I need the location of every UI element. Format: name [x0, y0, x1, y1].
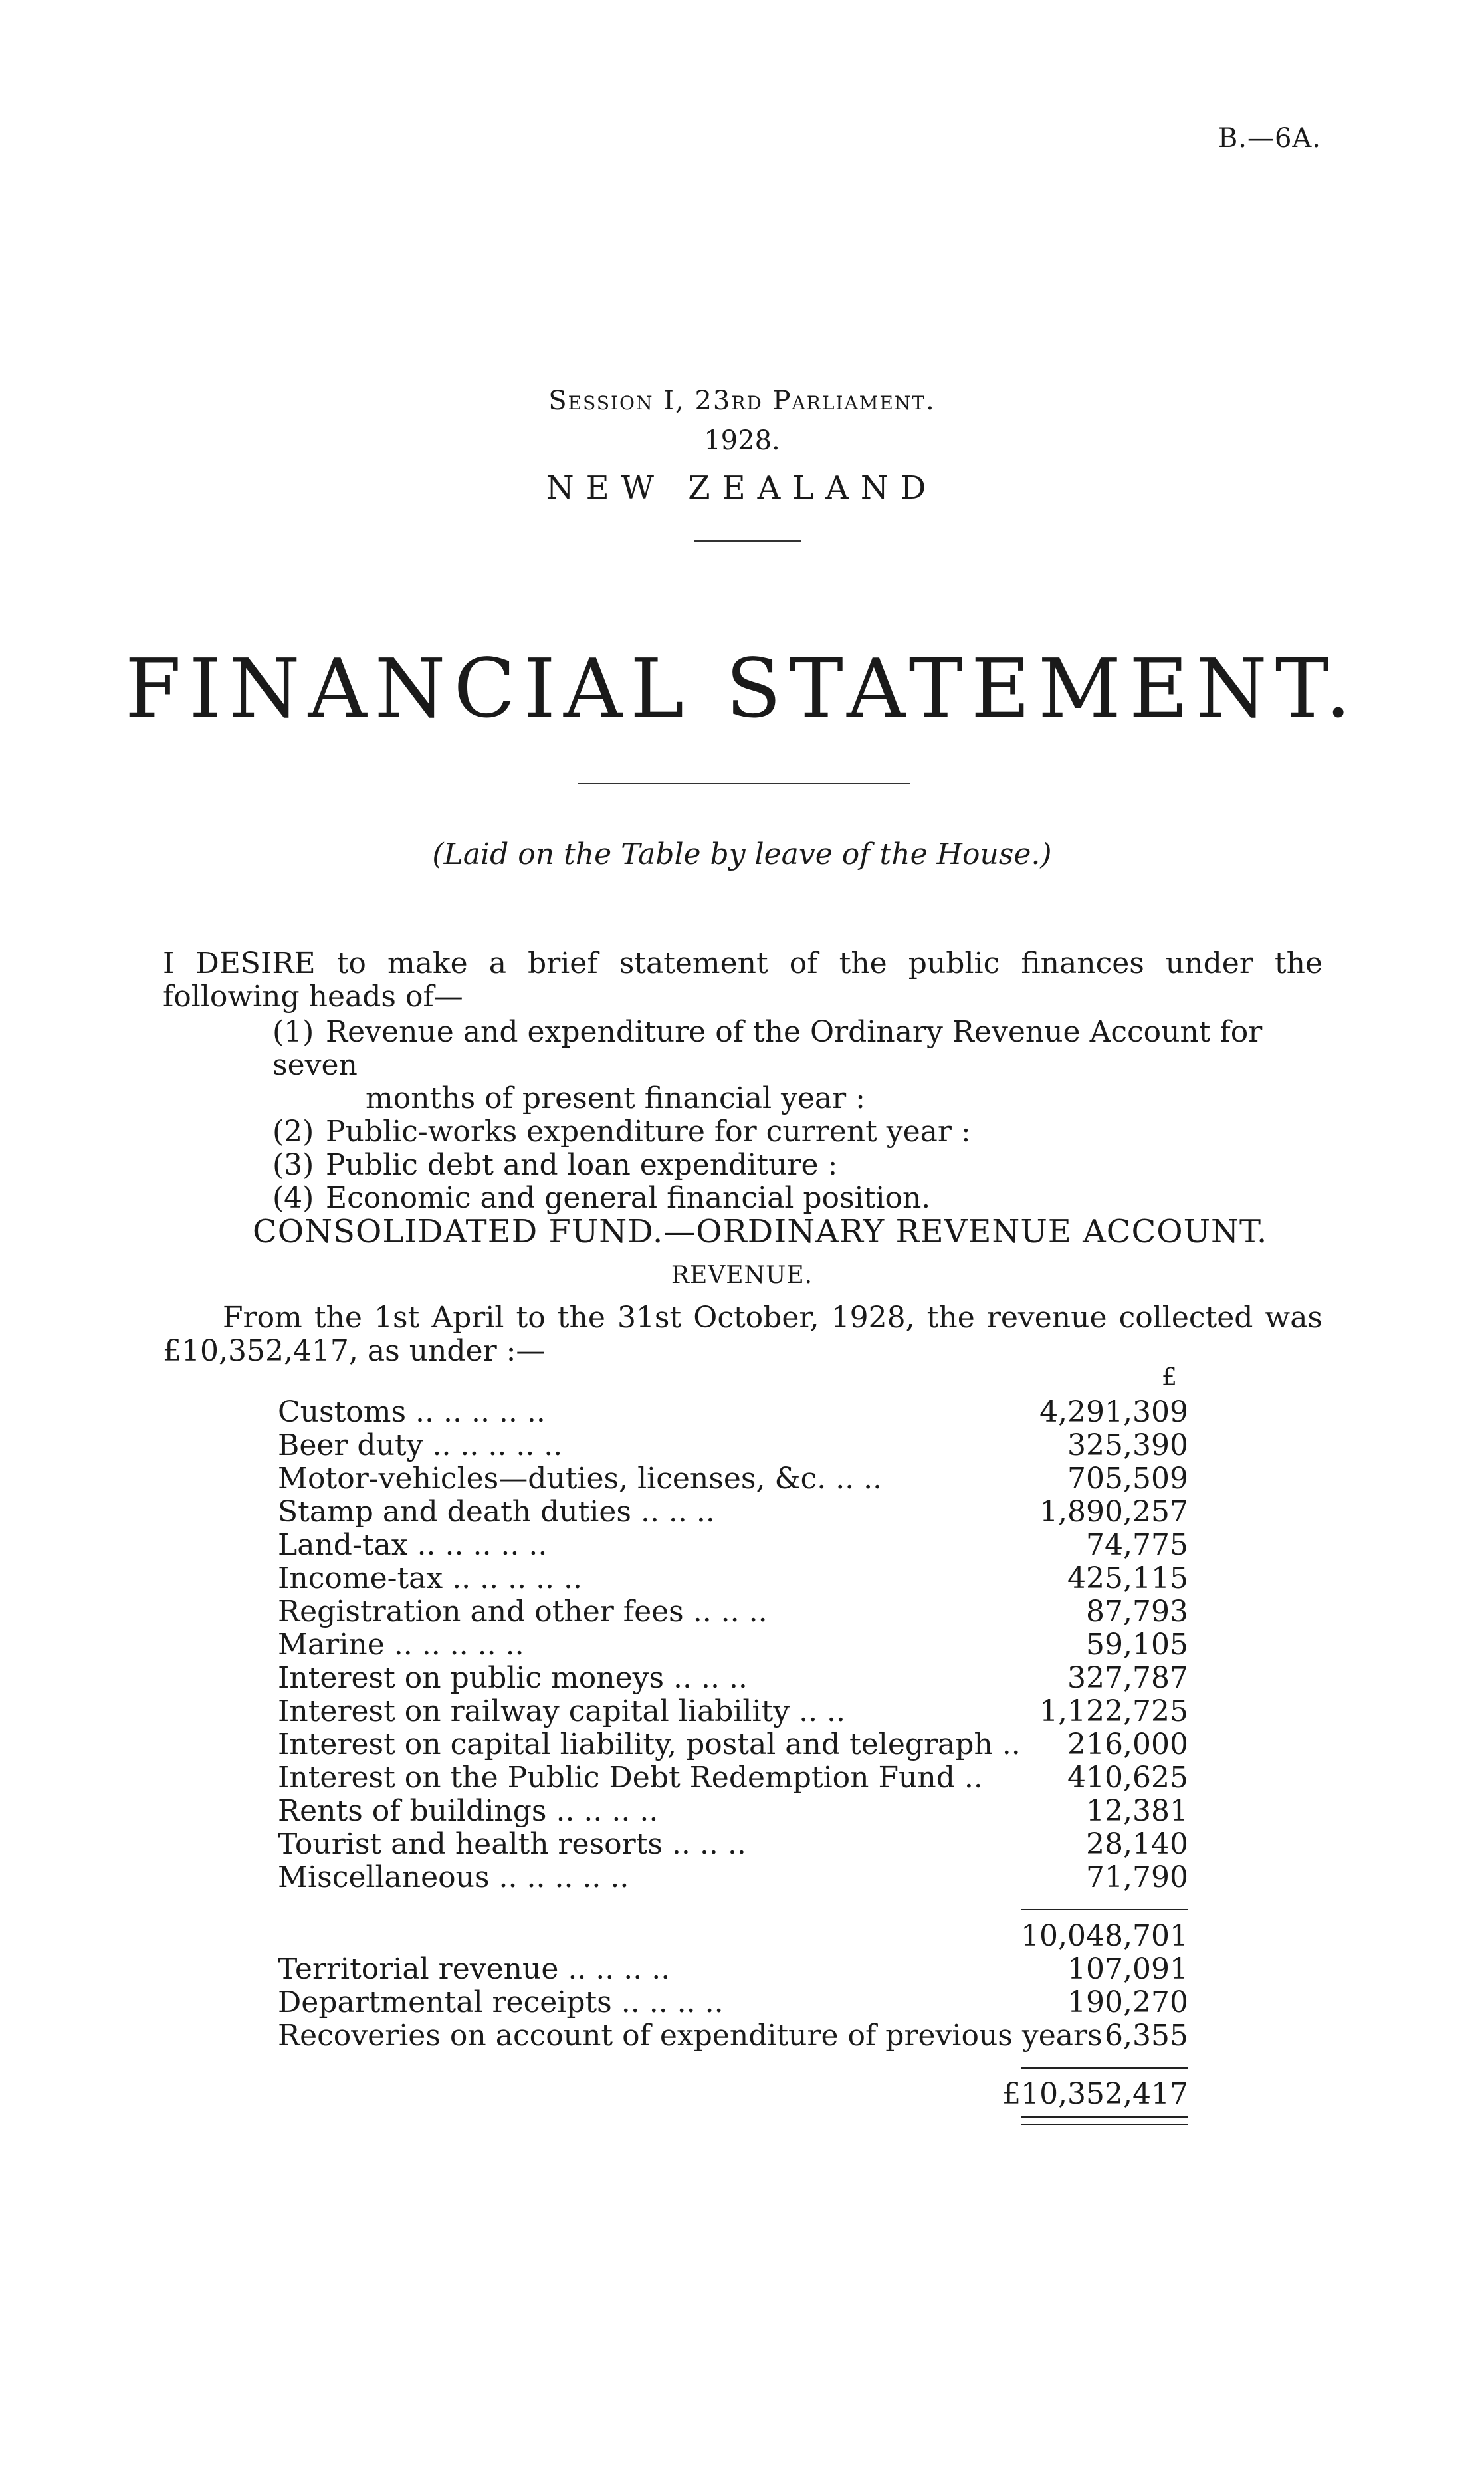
- revenue-paragraph-line1: From the 1st April to the 31st October, 1928, the revenue collected was: [223, 1301, 1323, 1335]
- row-label: Registration and other fees .. .. ..: [278, 1595, 768, 1628]
- revenue-paragraph-line2: £10,352,417, as under :—: [163, 1334, 546, 1368]
- intro-paragraph: I DESIRE to make a brief statement of the public finances under the following heads of—: [163, 947, 1323, 1014]
- row-amount: 59,105: [1086, 1628, 1188, 1662]
- row-amount: 71,790: [1086, 1860, 1188, 1894]
- row-amount: 325,390: [1067, 1428, 1188, 1462]
- row-amount: 12,381: [1086, 1794, 1188, 1828]
- sum-rule-row: [278, 1894, 1188, 1920]
- page-title: FINANCIAL STATEMENT.: [125, 641, 1359, 736]
- year-line: 1928.: [704, 425, 780, 456]
- table-row: [278, 1562, 1188, 1595]
- row-label: Land-tax .. .. .. .. ..: [278, 1528, 548, 1562]
- total-rule: [1021, 2067, 1188, 2069]
- list-item-number: (2): [272, 1115, 314, 1149]
- double-rule-row: [278, 2111, 1188, 2131]
- table-row: [278, 1695, 1188, 1728]
- row-amount: 4,291,309: [1039, 1395, 1188, 1429]
- list-item-text: Public debt and loan expenditure :: [326, 1148, 838, 1182]
- table-row: [278, 1828, 1188, 1861]
- row-label: Income-tax .. .. .. .. ..: [278, 1561, 583, 1595]
- revenue-paragraph: [163, 1301, 1323, 1368]
- row-label: Miscellaneous .. .. .. .. ..: [278, 1860, 629, 1894]
- list-item: [272, 1115, 1329, 1149]
- table-row: [278, 1986, 1188, 2019]
- row-amount: 1,122,725: [1039, 1694, 1188, 1728]
- section-heading: CONSOLIDATED FUND.—ORDINARY REVENUE ACCOUNT.: [253, 1213, 1268, 1250]
- row-label: Marine .. .. .. .. ..: [278, 1628, 524, 1662]
- row-label: Interest on capital liability, postal and telegraph ..: [278, 1728, 1021, 1761]
- list-item-continuation: months of present financial year :: [366, 1081, 865, 1115]
- list-item: [272, 1016, 1329, 1082]
- sum-rule-row: [278, 2053, 1188, 2078]
- session-line: Session I, 23rd Parliament.: [548, 386, 936, 416]
- row-label: Tourist and health resorts .. .. ..: [278, 1827, 746, 1861]
- subtotal-row: [278, 1920, 1188, 1953]
- title-divider: [694, 540, 801, 542]
- subtotal-rule: [1021, 1909, 1188, 1910]
- list-item-text: Economic and general financial position.: [326, 1181, 931, 1215]
- subtotal-amount: 10,048,701: [1021, 1919, 1188, 1953]
- row-amount: 28,140: [1086, 1827, 1188, 1861]
- row-label: Recoveries on account of expenditure of previous years: [278, 2019, 1103, 2053]
- heads-list: [272, 1016, 1329, 1215]
- table-row: [278, 1628, 1188, 1662]
- row-amount: 425,115: [1067, 1561, 1188, 1595]
- table-row: [278, 1595, 1188, 1628]
- country-line: NEW ZEALAND: [546, 469, 938, 506]
- list-item-number: (4): [272, 1181, 314, 1215]
- row-label: Departmental receipts .. .. .. ..: [278, 1985, 724, 2019]
- row-amount: 74,775: [1086, 1528, 1188, 1562]
- table-row: [278, 1429, 1188, 1462]
- table-row: [278, 1462, 1188, 1496]
- row-label: Customs .. .. .. .. ..: [278, 1395, 546, 1429]
- revenue-heading: REVENUE.: [671, 1262, 813, 1289]
- list-item-number: (3): [272, 1148, 314, 1182]
- subtitle-top-rule: [578, 783, 910, 784]
- row-label: Stamp and death duties .. .. ..: [278, 1495, 715, 1529]
- list-item-text: Revenue and expenditure of the Ordinary Revenue Account for seven: [272, 1015, 1263, 1082]
- total-amount: £10,352,417: [1002, 2077, 1188, 2111]
- revenue-table: [278, 1396, 1188, 2131]
- row-amount: 87,793: [1086, 1595, 1188, 1628]
- row-amount: 327,787: [1067, 1661, 1188, 1695]
- currency-column-header: £: [1162, 1364, 1177, 1391]
- row-amount: 216,000: [1067, 1728, 1188, 1761]
- table-row: [278, 1662, 1188, 1695]
- row-amount: 410,625: [1067, 1761, 1188, 1795]
- table-row: [278, 2019, 1188, 2053]
- total-row: [278, 2078, 1188, 2111]
- table-row: [278, 1761, 1188, 1795]
- row-amount: 705,509: [1067, 1462, 1188, 1496]
- list-item: [272, 1149, 1329, 1182]
- table-row: [278, 1529, 1188, 1562]
- row-label: Beer duty .. .. .. .. ..: [278, 1428, 563, 1462]
- table-row: [278, 1496, 1188, 1529]
- list-item-number: (1): [272, 1015, 314, 1049]
- row-amount: 1,890,257: [1039, 1495, 1188, 1529]
- table-row: [278, 1396, 1188, 1429]
- page-reference: B.—6A.: [1218, 123, 1321, 154]
- table-row: [278, 1953, 1188, 1986]
- row-label: Interest on railway capital liability .. ..: [278, 1694, 846, 1728]
- row-label: Motor-vehicles—duties, licenses, &c. .. ..: [278, 1462, 883, 1496]
- total-double-rule: [1021, 2116, 1188, 2125]
- row-amount: 107,091: [1067, 1952, 1188, 1986]
- list-item-text: Public-works expenditure for current year :: [326, 1115, 971, 1149]
- row-label: Interest on public moneys .. .. ..: [278, 1661, 748, 1695]
- table-row: [278, 1861, 1188, 1894]
- row-label: Interest on the Public Debt Redemption Fund ..: [278, 1761, 983, 1795]
- list-item: [272, 1182, 1329, 1215]
- row-amount: 6,355: [1105, 2019, 1188, 2053]
- row-amount: 190,270: [1067, 1985, 1188, 2019]
- table-row: [278, 1728, 1188, 1761]
- row-label: Rents of buildings .. .. .. ..: [278, 1794, 659, 1828]
- page-subtitle: (Laid on the Table by leave of the House.): [432, 838, 1052, 871]
- table-row: [278, 1795, 1188, 1828]
- row-label: Territorial revenue .. .. .. ..: [278, 1952, 671, 1986]
